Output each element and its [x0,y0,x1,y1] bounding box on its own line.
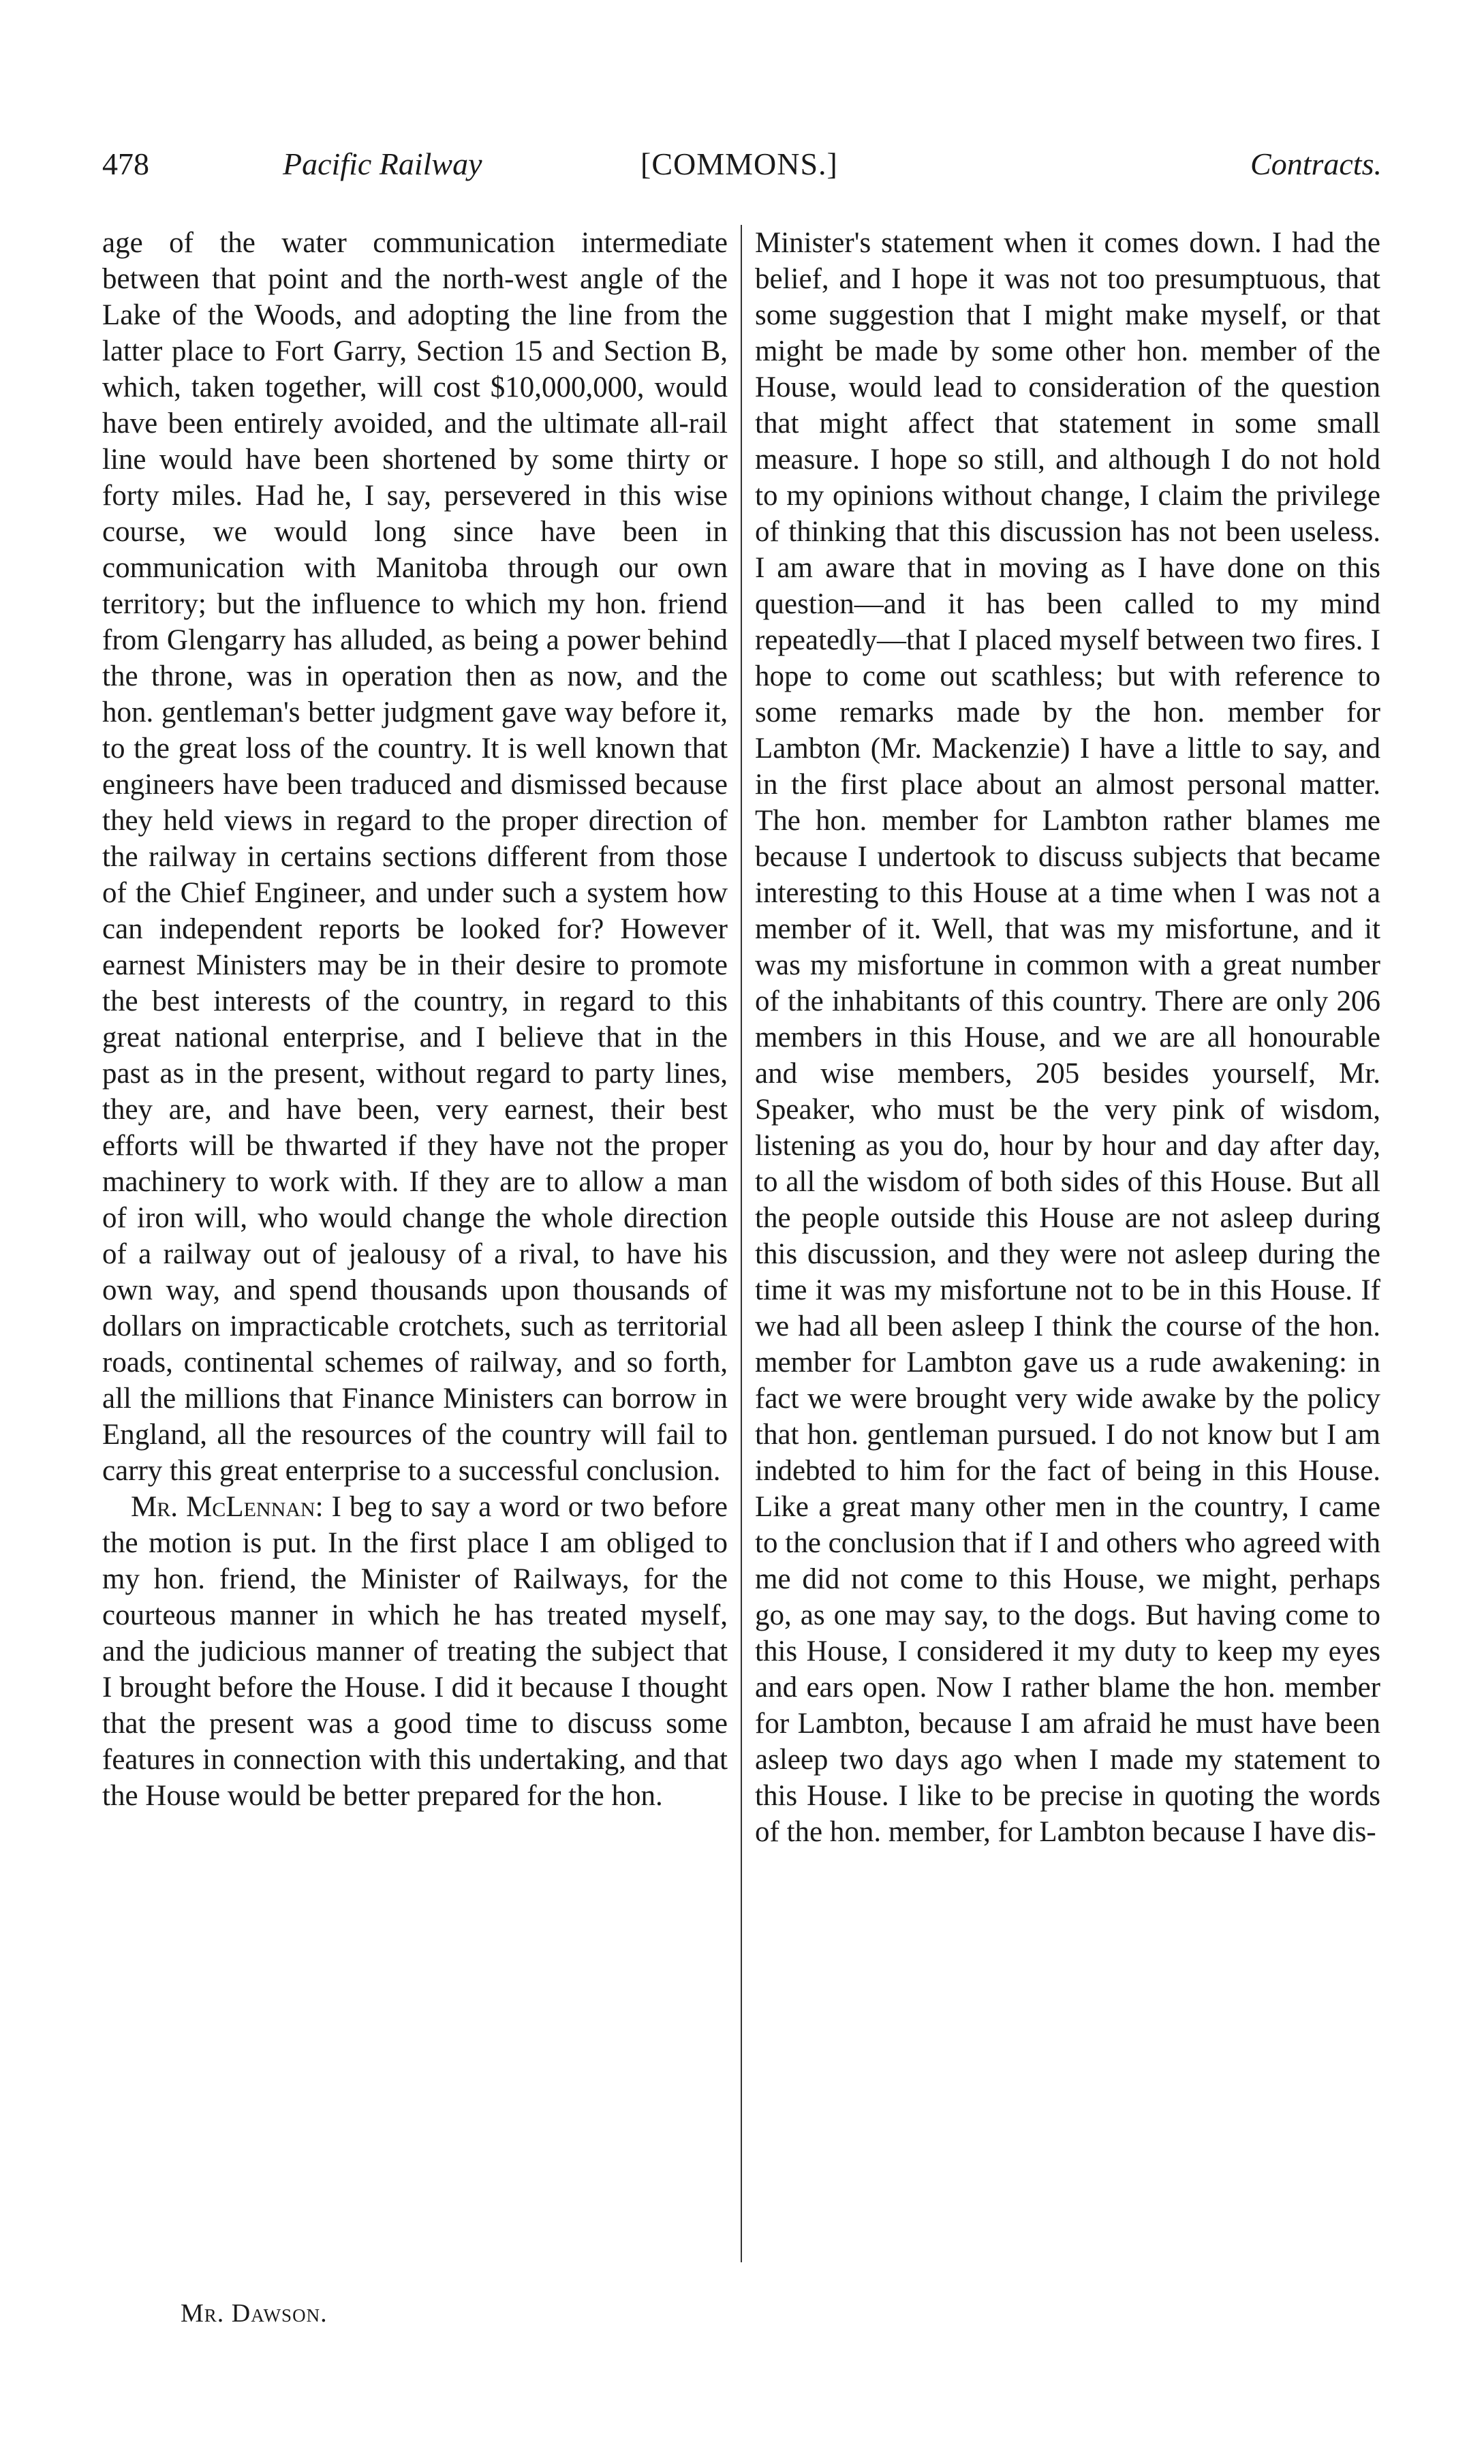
right-column [755,225,1380,1850]
speaker-name: Mr. McLennan: [131,1491,324,1523]
speech-text: I beg to say a word or two before the motion is put. In the first place I am obliged to my hon. friend, the Minister of Railways, for the courteous manner in which he has treated myself, and the judicious manner of treating the subject that I brought before the House. I did it because I thought that the present was a good time to discuss some features in connection with this undertaking, and that the House would be better prepared for the hon. [102,1491,728,1812]
page-number: 478 [102,147,149,181]
right-paragraph-1: Minister's statement when it comes down. I had the belief, and I hope it was not too presumptuous, that some suggestion that I might make myself, or that might be made by some other hon. member of the House, would lead to consideration of the question that might affect that statement in some small measure. I hope so still, and although I do not hold to my opinions without change, I claim the privilege of thinking that this discussion has not been useless. I am aware that in moving as I have done on this question—and it has been called to my mind repeatedly—that I placed myself between two fires. I hope to come out scathless; but with reference to some remarks made by the hon. member for Lambton (Mr. Mackenzie) I have a little to say, and in the first place about an almost personal matter. The hon. member for Lambton rather blames me because I undertook to discuss subjects that became interesting to this House at a time when I was not a member of it. Well, that was my misfortune, and it was my misfortune in common with a great number of the inhabitants of this country. There are only 206 members in this House, and we are all honourable and wise members, 205 besides yourself, Mr. Speaker, who must be the very pink of wisdom, listening as you do, hour by hour and day after day, to all the wisdom of both sides of this House. But all the people outside this House are not asleep during this discussion, and they were not asleep during the time it was my misfortune not to be in this House. If we had all been asleep I think the course of the hon. member for Lambton gave us a rude awakening: in fact we were brought very wide awake by the policy that hon. gentleman pursued. I do not know but I am indebted to him for the fact of being in this House. Like a great many other men in the country, I came to the conclusion that if I and others who agreed with me did not come to this House, we might, perhaps go, as one may say, to the dogs. But having come to this House, I considered it my duty to keep my eyes and ears open. Now I rather blame the hon. member for Lambton, because I am afraid he must have been asleep two days ago when I made my statement to this House. I like to be precise in quoting the words of the hon. member, for Lambton because I have dis- [755,227,1380,1848]
running-title-left: Pacific Railway [283,147,482,181]
footer-speaker: Mr. Dawson. [181,2299,328,2328]
left-paragraph-2 [102,1489,728,1814]
page-header [102,140,1382,188]
running-title-right: Contracts. [1250,147,1382,181]
left-paragraph-1: age of the water communication intermediate between that point and the north-west angle of the Lake of the Woods, and adopting the line from the latter place to Fort Garry, Section 15 and Section B, which, taken together, will cost $10,000,000, would have been entirely avoided, and the ultimate all-rail line would have been shortened by some thirty or forty miles. Had he, I say, persevered in this wise course, we would long since have been in communication with Manitoba through our own territory; but the influence to which my hon. friend from Glengarry has alluded, as being a power behind the throne, was in operation then as now, and the hon. gentleman's better judgment gave way before it, to the great loss of the country. It is well known that engineers have been traduced and dismissed because they held views in regard to the proper direction of the railway in certains sections different from those of the Chief Engineer, and under such a system how can independent reports be looked for? However earnest Ministers may be in their desire to promote the best interests of the country, in regard to this great national enterprise, and I believe that in the past as in the present, without regard to party lines, they are, and have been, very earnest, their best efforts will be thwarted if they have not the proper machinery to work with. If they are to allow a man of iron will, who would change the whole direction of a railway out of jealousy of a rival, to have his own way, and spend thousands upon thousands of dollars on impracticable crotchets, such as territorial roads, continental schemes of railway, and so forth, all the millions that Finance Ministers can borrow in England, all the resources of the country will fail to carry this great enterprise to a successful conclusion. [102,227,728,1487]
left-column [102,225,728,1814]
running-title-center: [COMMONS.] [640,147,838,181]
column-divider [741,225,742,2262]
